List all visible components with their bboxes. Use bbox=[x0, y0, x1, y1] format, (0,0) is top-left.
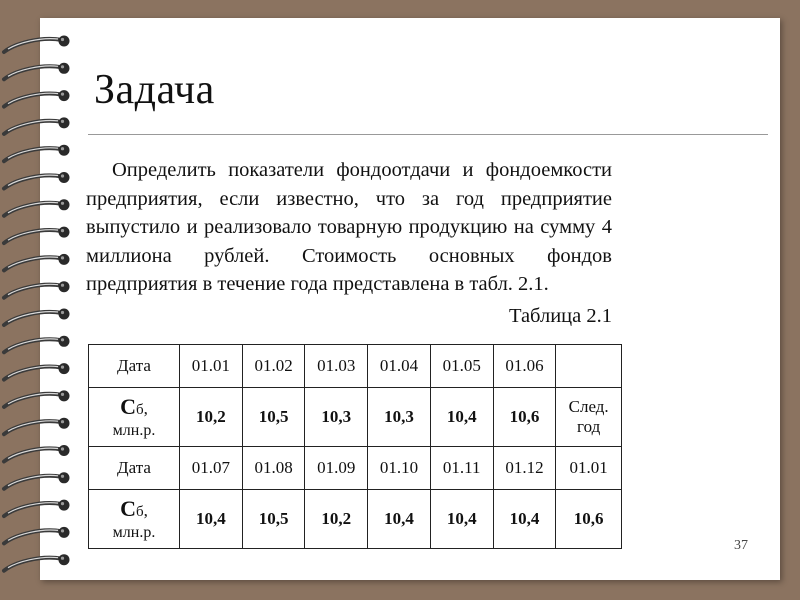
table-row-values-1 bbox=[89, 388, 622, 447]
binding-ring bbox=[4, 445, 70, 462]
date-cell: 01.06 bbox=[493, 345, 556, 388]
value-cell: 10,6 bbox=[493, 388, 556, 447]
binding-ring bbox=[4, 336, 70, 353]
value-cell: 10,4 bbox=[430, 388, 493, 447]
fixed-assets-table bbox=[88, 344, 622, 549]
date-cell: 01.01 bbox=[180, 345, 243, 388]
binding-ring bbox=[4, 281, 70, 298]
value-cell: 10,6 bbox=[556, 490, 622, 549]
date-cell: 01.12 bbox=[493, 447, 556, 490]
table-row-values-2 bbox=[89, 490, 622, 549]
date-cell: 01.07 bbox=[180, 447, 243, 490]
binding-ring bbox=[4, 527, 70, 544]
binding-ring bbox=[4, 117, 70, 133]
date-header-cell: Дата bbox=[89, 447, 180, 490]
date-cell: 01.04 bbox=[368, 345, 431, 388]
binding-ring bbox=[4, 227, 70, 244]
value-cell: 10,2 bbox=[180, 388, 243, 447]
value-cell: 10,5 bbox=[242, 388, 305, 447]
spiral-binding bbox=[0, 0, 90, 600]
binding-ring bbox=[4, 472, 70, 489]
date-cell: 01.03 bbox=[305, 345, 368, 388]
date-cell: 01.08 bbox=[242, 447, 305, 490]
binding-ring bbox=[4, 172, 70, 189]
empty-cell bbox=[556, 345, 622, 388]
slide-title: Задача bbox=[94, 67, 215, 113]
binding-ring bbox=[4, 500, 70, 516]
binding-ring bbox=[4, 90, 70, 107]
date-cell: 01.01 bbox=[556, 447, 622, 490]
binding-ring bbox=[4, 254, 70, 271]
value-cell: 10,5 bbox=[242, 490, 305, 549]
table-caption: Таблица 2.1 bbox=[508, 305, 612, 327]
value-cell: 10,4 bbox=[430, 490, 493, 549]
next-year-cell: След. год bbox=[556, 388, 622, 447]
table-row-dates-2 bbox=[89, 447, 622, 490]
binding-ring bbox=[4, 199, 70, 216]
binding-ring bbox=[4, 363, 70, 380]
value-cell: 10,2 bbox=[305, 490, 368, 549]
binding-ring bbox=[4, 36, 70, 53]
binding-ring bbox=[4, 418, 70, 435]
value-cell: 10,3 bbox=[368, 388, 431, 447]
cost-header-cell: Сб, млн.р. bbox=[89, 388, 180, 447]
page-number: 37 bbox=[734, 538, 748, 553]
binding-ring bbox=[4, 554, 70, 571]
value-cell: 10,4 bbox=[180, 490, 243, 549]
date-cell: 01.10 bbox=[368, 447, 431, 490]
date-cell: 01.11 bbox=[430, 447, 493, 490]
date-header-cell: Дата bbox=[89, 345, 180, 388]
date-cell: 01.02 bbox=[242, 345, 305, 388]
problem-statement: Определить показатели фондоотдачи и фондоемкости предприятия, если известно, что за год предприятие выпустило и реализовало товарную продукцию на сумму 4 миллиона рублей. Стоимость основных фондов предприятия в течение года представлена в табл. 2.1. bbox=[86, 159, 612, 295]
value-cell: 10,4 bbox=[493, 490, 556, 549]
cost-header-cell: Сб, млн.р. bbox=[89, 490, 180, 549]
table-row-dates-1 bbox=[89, 345, 622, 388]
title-divider bbox=[88, 134, 768, 135]
date-cell: 01.09 bbox=[305, 447, 368, 490]
value-cell: 10,4 bbox=[368, 490, 431, 549]
value-cell: 10,3 bbox=[305, 388, 368, 447]
binding-ring bbox=[4, 309, 70, 326]
date-cell: 01.05 bbox=[430, 345, 493, 388]
binding-ring bbox=[4, 145, 70, 162]
binding-ring bbox=[4, 63, 70, 80]
binding-ring bbox=[4, 390, 70, 407]
